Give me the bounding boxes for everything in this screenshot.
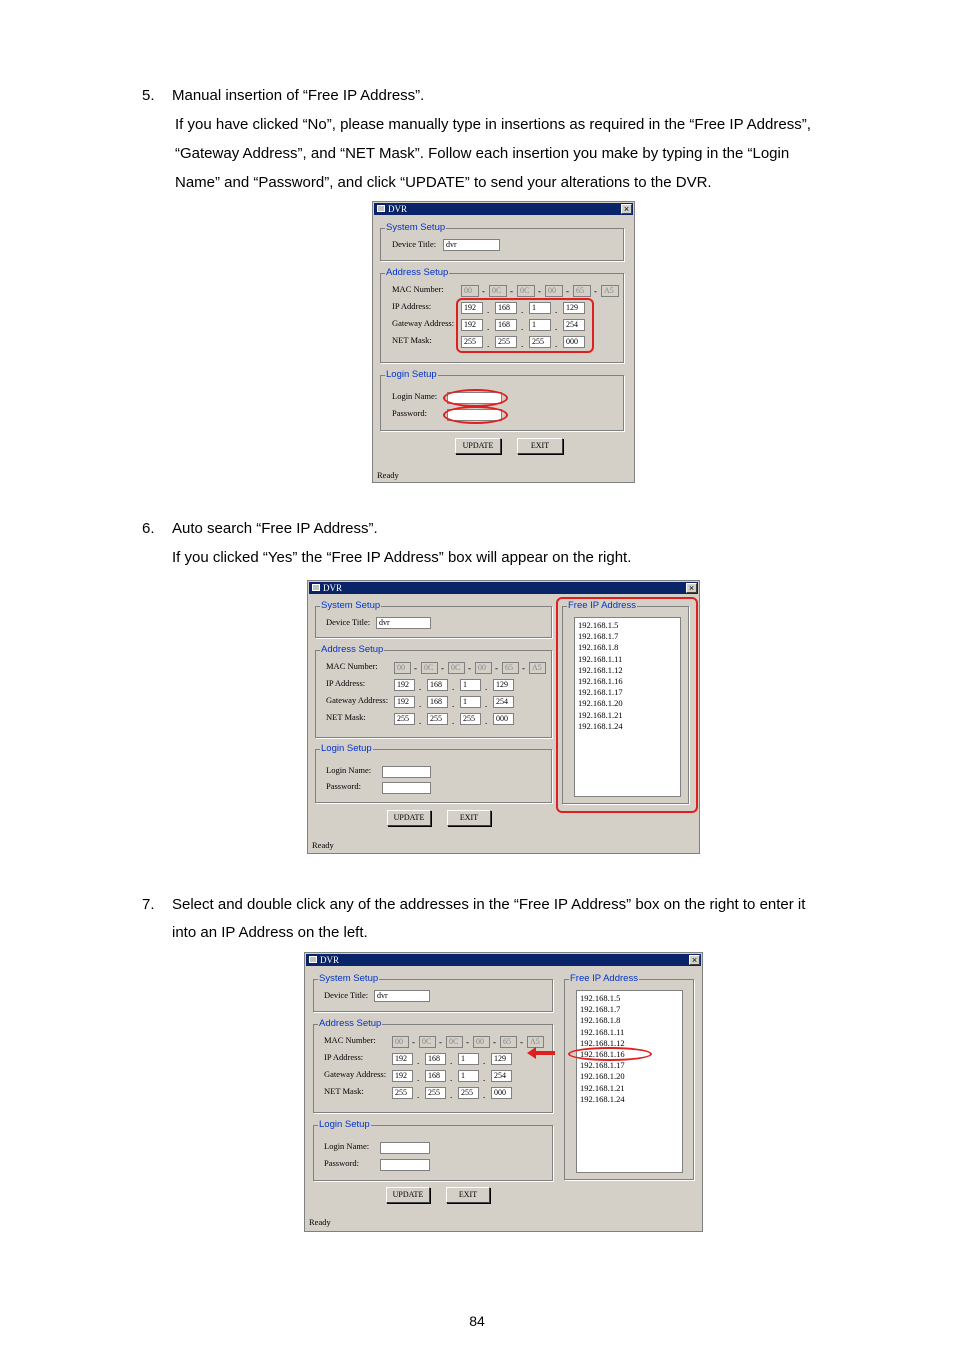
- gateway-octet-input[interactable]: 192: [461, 319, 483, 331]
- highlight-oval: [568, 1047, 652, 1061]
- login-name-label: Login Name:: [326, 765, 372, 775]
- step-heading: Manual insertion of “Free IP Address”.: [172, 87, 425, 104]
- highlight-oval: [443, 406, 508, 424]
- list-item[interactable]: 192.168.1.20: [580, 1071, 625, 1082]
- separator: .: [419, 682, 422, 692]
- list-item[interactable]: 192.168.1.16: [580, 1049, 625, 1060]
- password-label: Password:: [324, 1158, 359, 1168]
- step-text: into an IP Address on the left.: [172, 924, 368, 941]
- mac-field: 65: [500, 1036, 517, 1048]
- step-text: “Gateway Address”, and “NET Mask”. Follow each insertion you make by typing in the “Login: [175, 145, 790, 162]
- group-title: Free IP Address: [568, 600, 636, 611]
- login-setup-group: [315, 743, 552, 803]
- separator: .: [483, 1073, 486, 1083]
- separator: -: [538, 286, 541, 296]
- separator: .: [450, 1073, 453, 1083]
- free-ip-list[interactable]: [576, 990, 683, 1173]
- mac-field: 00: [545, 285, 563, 297]
- device-title-label: Device Title:: [324, 990, 369, 1000]
- gateway-label: Gateway Address:: [392, 318, 455, 328]
- device-title-input[interactable]: dvr: [443, 239, 500, 251]
- exit-button[interactable]: EXIT: [447, 810, 491, 826]
- ip-octet-input[interactable]: 168: [425, 1053, 446, 1065]
- ip-octet-input[interactable]: 129: [491, 1053, 512, 1065]
- gateway-octet-input[interactable]: 168: [425, 1070, 446, 1082]
- mac-field: 00: [394, 662, 411, 674]
- dvr-dialog-select: [304, 952, 703, 1232]
- ip-octet-input[interactable]: 129: [493, 679, 514, 691]
- ip-octet-input[interactable]: 168: [495, 302, 517, 314]
- separator: -: [493, 1037, 496, 1047]
- gateway-octet-input[interactable]: 254: [493, 696, 514, 708]
- list-item[interactable]: 192.168.1.21: [578, 709, 623, 720]
- title-bar: [374, 203, 633, 215]
- mac-label: MAC Number:: [392, 284, 444, 294]
- address-setup-group: [380, 267, 624, 363]
- update-button[interactable]: UPDATE: [455, 438, 501, 454]
- mask-octet-input[interactable]: 255: [392, 1087, 413, 1099]
- list-item[interactable]: 192.168.1.12: [580, 1037, 625, 1048]
- mask-octet-input[interactable]: 255: [495, 336, 517, 348]
- group-title: Login Setup: [319, 1119, 370, 1130]
- mask-octet-input[interactable]: 255: [394, 713, 415, 725]
- ip-label: IP Address:: [324, 1052, 364, 1062]
- device-title-input[interactable]: dvr: [376, 617, 431, 629]
- list-item[interactable]: 192.168.1.24: [580, 1093, 625, 1104]
- separator: .: [521, 322, 524, 332]
- separator: .: [485, 699, 488, 709]
- separator: .: [521, 305, 524, 315]
- update-button[interactable]: UPDATE: [386, 1187, 430, 1203]
- group-title: Login Setup: [321, 743, 372, 754]
- group-title: System Setup: [319, 973, 379, 984]
- separator: -: [594, 286, 597, 296]
- dvr-dialog-manual: [372, 201, 635, 483]
- separator: .: [485, 716, 488, 726]
- separator: .: [417, 1056, 420, 1066]
- list-item[interactable]: 192.168.1.11: [580, 1026, 625, 1037]
- group-title: Address Setup: [386, 267, 449, 278]
- separator: .: [452, 682, 455, 692]
- mask-octet-input[interactable]: 000: [493, 713, 514, 725]
- ip-octet-input[interactable]: 1: [458, 1053, 479, 1065]
- separator: -: [510, 286, 513, 296]
- step-number: 7.: [142, 896, 155, 913]
- ip-octet-input[interactable]: 192: [461, 302, 483, 314]
- gateway-label: Gateway Address:: [324, 1069, 387, 1079]
- separator: .: [483, 1056, 486, 1066]
- step-text: If you have clicked “No”, please manually type in insertions as required in the “Free IP Address”,: [175, 116, 811, 133]
- separator: .: [450, 1056, 453, 1066]
- group-title: Free IP Address: [570, 973, 638, 984]
- exit-button[interactable]: EXIT: [517, 438, 563, 454]
- password-label: Password:: [392, 408, 427, 418]
- password-label: Password:: [326, 781, 361, 791]
- separator: .: [452, 699, 455, 709]
- group-title: System Setup: [386, 222, 446, 233]
- group-title: System Setup: [321, 600, 381, 611]
- separator: .: [487, 339, 490, 349]
- mac-field: 00: [473, 1036, 490, 1048]
- login-name-input[interactable]: [380, 1142, 430, 1154]
- mac-label: MAC Number:: [326, 661, 378, 671]
- separator: .: [555, 305, 558, 315]
- step-text: Name” and “Password”, and click “UPDATE” to send your alterations to the DVR.: [175, 174, 712, 191]
- separator: .: [417, 1073, 420, 1083]
- separator: .: [452, 716, 455, 726]
- list-item[interactable]: 192.168.1.16: [578, 676, 623, 687]
- step-heading: Auto search “Free IP Address”.: [172, 520, 378, 537]
- list-item[interactable]: 192.168.1.11: [578, 653, 623, 664]
- mask-octet-input[interactable]: 255: [425, 1087, 446, 1099]
- mask-label: NET Mask:: [326, 712, 366, 722]
- mask-label: NET Mask:: [392, 335, 432, 345]
- address-setup-group: [315, 644, 552, 738]
- gateway-octet-input[interactable]: 1: [460, 696, 481, 708]
- separator: .: [487, 322, 490, 332]
- separator: -: [412, 1037, 415, 1047]
- mac-field: 0C: [489, 285, 507, 297]
- gateway-octet-input[interactable]: 168: [495, 319, 517, 331]
- list-item[interactable]: 192.168.1.7: [580, 1004, 621, 1015]
- device-title-input[interactable]: dvr: [374, 990, 430, 1002]
- mask-octet-input[interactable]: 000: [563, 336, 585, 348]
- separator: -: [482, 286, 485, 296]
- ip-octet-input[interactable]: 129: [563, 302, 585, 314]
- gateway-octet-input[interactable]: 192: [392, 1070, 413, 1082]
- separator: .: [419, 699, 422, 709]
- separator: .: [450, 1090, 453, 1100]
- gateway-label: Gateway Address:: [326, 695, 389, 705]
- separator: -: [566, 286, 569, 296]
- group-title: Address Setup: [319, 1018, 382, 1029]
- mac-field: 0C: [419, 1036, 436, 1048]
- highlight-ring: [556, 597, 698, 813]
- list-item[interactable]: 192.168.1.17: [580, 1060, 625, 1071]
- password-input[interactable]: [382, 782, 431, 794]
- separator: -: [441, 663, 444, 673]
- gateway-octet-input[interactable]: 1: [529, 319, 551, 331]
- step-number: 5.: [142, 87, 155, 104]
- separator: .: [483, 1090, 486, 1100]
- page-number: 84: [469, 1313, 485, 1329]
- password-input[interactable]: [380, 1159, 430, 1171]
- system-setup-group: [380, 222, 624, 261]
- login-name-label: Login Name:: [392, 391, 438, 401]
- group-title: Address Setup: [321, 644, 384, 655]
- ip-label: IP Address:: [326, 678, 366, 688]
- ip-octet-input[interactable]: 192: [392, 1053, 413, 1065]
- close-icon[interactable]: ×: [689, 955, 700, 965]
- dvr-dialog-auto: [307, 580, 700, 854]
- status-text: Ready: [377, 470, 399, 480]
- list-item[interactable]: 192.168.1.12: [578, 664, 623, 675]
- separator: .: [487, 305, 490, 315]
- ip-octet-input[interactable]: 168: [427, 679, 448, 691]
- separator: .: [555, 322, 558, 332]
- list-item[interactable]: 192.168.1.5: [580, 993, 621, 1003]
- close-icon[interactable]: ×: [621, 204, 632, 214]
- device-title-label: Device Title:: [326, 617, 371, 627]
- system-setup-group: [315, 600, 552, 638]
- gateway-octet-input[interactable]: 254: [491, 1070, 512, 1082]
- separator: -: [495, 663, 498, 673]
- status-text: Ready: [309, 1217, 331, 1227]
- mac-field: A5: [527, 1036, 544, 1048]
- mac-field: 65: [573, 285, 591, 297]
- close-icon[interactable]: ×: [686, 583, 697, 593]
- list-item[interactable]: 192.168.1.17: [578, 687, 623, 698]
- mac-label: MAC Number:: [324, 1035, 376, 1045]
- title-bar: [309, 582, 698, 594]
- mac-field: A5: [529, 662, 546, 674]
- gateway-octet-input[interactable]: 254: [563, 319, 585, 331]
- login-setup-group: [313, 1119, 553, 1181]
- list-item[interactable]: 192.168.1.21: [580, 1082, 625, 1093]
- separator: -: [520, 1037, 523, 1047]
- mask-octet-input[interactable]: 255: [461, 336, 483, 348]
- ip-label: IP Address:: [392, 301, 432, 311]
- list-item[interactable]: 192.168.1.24: [578, 720, 623, 731]
- list-item[interactable]: 192.168.1.8: [578, 642, 619, 653]
- app-icon: [312, 584, 320, 591]
- gateway-octet-input[interactable]: 168: [427, 696, 448, 708]
- separator: -: [468, 663, 471, 673]
- mask-label: NET Mask:: [324, 1086, 364, 1096]
- app-icon: [377, 205, 385, 212]
- ip-octet-input[interactable]: 1: [529, 302, 551, 314]
- mac-field: 00: [392, 1036, 409, 1048]
- ip-octet-input[interactable]: 1: [460, 679, 481, 691]
- step-text: If you clicked “Yes” the “Free IP Address” box will appear on the right.: [172, 549, 632, 566]
- highlight-oval: [443, 389, 508, 407]
- list-item[interactable]: 192.168.1.7: [578, 631, 619, 642]
- separator: .: [555, 339, 558, 349]
- separator: -: [466, 1037, 469, 1047]
- mac-field: 65: [502, 662, 519, 674]
- separator: -: [522, 663, 525, 673]
- address-setup-group: [313, 1018, 553, 1113]
- mask-octet-input[interactable]: 255: [427, 713, 448, 725]
- app-icon: [309, 956, 317, 963]
- login-setup-group: [380, 369, 624, 431]
- mask-octet-input[interactable]: 000: [491, 1087, 512, 1099]
- update-button[interactable]: UPDATE: [387, 810, 431, 826]
- mac-field: 00: [461, 285, 479, 297]
- mask-octet-input[interactable]: 255: [529, 336, 551, 348]
- mac-field: A5: [601, 285, 619, 297]
- gateway-octet-input[interactable]: 192: [394, 696, 415, 708]
- group-title: Login Setup: [386, 369, 437, 380]
- list-item[interactable]: 192.168.1.8: [580, 1015, 621, 1026]
- list-item[interactable]: 192.168.1.5: [578, 620, 619, 630]
- mac-field: 0C: [517, 285, 535, 297]
- separator: -: [414, 663, 417, 673]
- mac-field: 0C: [446, 1036, 463, 1048]
- mask-octet-input[interactable]: 255: [458, 1087, 479, 1099]
- window-title: DVR: [323, 583, 343, 593]
- login-name-input[interactable]: [382, 766, 431, 778]
- step-heading: Select and double click any of the addresses in the “Free IP Address” box on the right to enter it: [172, 896, 806, 913]
- separator: .: [419, 716, 422, 726]
- mac-field: 00: [475, 662, 492, 674]
- system-setup-group: [313, 973, 553, 1012]
- separator: .: [417, 1090, 420, 1100]
- mask-octet-input[interactable]: 255: [460, 713, 481, 725]
- separator: .: [521, 339, 524, 349]
- title-bar: [306, 954, 701, 966]
- mac-field: 0C: [448, 662, 465, 674]
- device-title-label: Device Title:: [392, 239, 437, 249]
- ip-octet-input[interactable]: 192: [394, 679, 415, 691]
- list-item[interactable]: 192.168.1.20: [578, 698, 623, 709]
- separator: -: [439, 1037, 442, 1047]
- status-text: Ready: [312, 840, 334, 850]
- window-title: DVR: [320, 955, 340, 965]
- step-number: 6.: [142, 520, 155, 537]
- login-name-label: Login Name:: [324, 1141, 370, 1151]
- window-title: DVR: [388, 204, 408, 214]
- highlight-ring: [456, 298, 594, 353]
- exit-button[interactable]: EXIT: [446, 1187, 490, 1203]
- mac-field: 0C: [421, 662, 438, 674]
- free-ip-group: [564, 973, 694, 1180]
- separator: .: [485, 682, 488, 692]
- red-arrow-icon: [527, 1047, 555, 1059]
- gateway-octet-input[interactable]: 1: [458, 1070, 479, 1082]
